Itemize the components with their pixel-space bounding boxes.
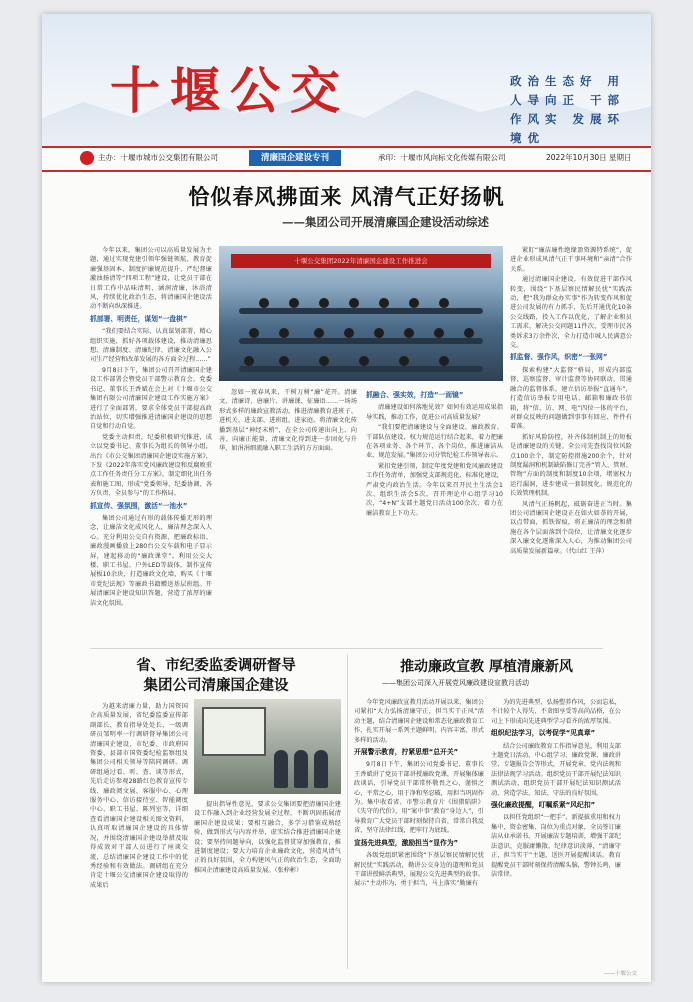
section-heading: 抓监督、强作风，织密“一张网”	[510, 353, 608, 362]
section-heading: 开展警示教育，拧紧思想“总开关”	[354, 748, 459, 757]
paragraph: 为越来清廉力量，助力国资国企高质量发展，省纪委监委宣传部副部长、教育指导处处长、一级调研员邹明率一行调研督导集团公司清廉国企建设，市纪委、市政府国资委、县部市国资委纪检监察组及集团公司相关领导等陪同调研。调研组通过看、听、查、谈等形式，先后走访参观28路红色教育宣传专线、廉政阅文展、客服中心、心理服务中心、信访接待室、智能调度中心、职工书屋、陈列室等，详细查看清廉国企建设相关图文资料，认真听取清廉国企建设的具体情况，并围绕清廉国企建设举措及取得成效对干部人员进行了座谈交流，总结清廉国企建设工作中的优秀经验和有效做法。调研组在充分肯定十堰公交清廉国企建设取得的成果后	[90, 703, 188, 889]
article3-column-1	[354, 698, 484, 964]
newspaper-title: 十堰公交	[110, 61, 350, 120]
paragraph: 忽如一夜春风来，干树万树“廉”花开。清廉文、清廉诗、唐廉片、讲廉课、征廉语……一场场形式多样的廉政宣教活动，推进清廉教育进班子、进机关、进支部、进班组，进家庭。将清廉文化传播到基层“神经末梢”，在全公司传递出向上、向善、向廉正能量，清廉文化得到进一步固化与升华，如涓涓细流融入职工生活的方方面面。	[219, 389, 357, 453]
article3-subtitle: ——集团公司深入开展党风廉政建设宣教月活动	[382, 679, 529, 687]
lead-column-4	[510, 246, 632, 636]
paragraph: 今年以来，集团公司以高质量发展为主题，通过实现党建引领年强链领航、教育促廉强基固本、制度护廉规范提升、严纪督廉激浊扬清等“四项工程”建设，让党员干部在日常工作中品味清明、涵润清廉，沐浴清风，持续优化政治生态，将清廉国企建设活动不断向纵深推进。	[90, 247, 212, 311]
issue-date: 2022年10月30日 星期日	[546, 153, 632, 162]
column-divider	[347, 654, 348, 969]
paragraph: 探索构建“大监督”格局，形成内部监督、巡察监督、审计监督等协同联动、贯通融合的监督体系。建立信访举报“直通车”，打造信访举报专用电话、邮箱和廉政书信箱，将“信、访、网、电”四位一体的平台，对群众反映的问题做到事事有回应、件件有着落。	[510, 366, 632, 431]
paragraph: 党委主动担责，纪委积极研究推进，成立以党委书记、董事长为组长的领导小组，出台《市公交集团清廉国企建设实施方案》，下发《2022年落实党风廉政建设和反腐败重点工作任务责任分工方案》，制定细化出任务表和施工图，形成“党委领导、纪委协调、各方负责、全员参与”的工作格局。	[90, 433, 212, 498]
lead-column-1	[90, 246, 212, 636]
paragraph: 清廉建设如何落地见效？如何有效运用成果指导实践，推动工作，促进公司高质量发展？	[366, 404, 503, 421]
paragraph: “我们要结合实际，认真谋划部署，精心组织实施，抓好各项载体建设，推动清廉思想、清廉制度、清廉纪律、清廉文化融入公司生产经营和改革发展的各方面全过程……”	[90, 328, 212, 364]
article2-column-2	[194, 800, 341, 962]
footer-mark: ——十堰公交	[603, 971, 637, 977]
section-heading: 抓部署、明责任，谋划“一盘棋”	[90, 314, 188, 323]
section-heading: 组织纪法学习，以考促学“见真章”	[491, 729, 596, 738]
paragraph: 为的先进典型，弘扬塑养作风，公而忘私，不计较个人得失、不贪图享受等高尚品格，在公司上下形成向先进典型学习看齐的浓厚氛围。	[491, 699, 621, 725]
paragraph: 集团公司通过有形的载体传播无形的理念，让廉洁文化成风化人，廉洁理念深入人心。充分利用公交自有资源，把廉政标语、廉政漫画播放上280台公交车载和电子显示屏，建起移动的“廉政课堂”。利用公交大楼、职工书屋、户外LED等载体，制作宣传展板10余块，打造廉政文化墙，购买《十堰市党纪法规》等廉政书籍赠送基层班组。开展清廉国企建设知识答题，营造了浓厚的廉洁文化氛围。	[90, 514, 212, 607]
paragraph: 9月8日下午，集团公司党委书记、董事长王香斌讲了党员干部讲授廉政党课，开展集体廉政谈话，引导党员干部常怀敬畏之心，谨慎之心，平常之心，用于净和坚忍破，用担当巩固作为。集中收看省、市警示教育片《围猎陷阱》《失守的代价》，用“案中事”教育“身边人”，引导教育广大党员干部时刻保持自省，常常自我反省，坚守法律红线，把牢行为底线。	[354, 761, 484, 835]
paragraph: 9月8日下午，集团公司召开清廉国企建设工作部署会暨党员干部警示教育会，党委书记、董事长王香斌在会上对《十堰市公交集团有限公司清廉国企建设工作实施方案》进行了全面部署，要求全体党员干部提高政治站位，切实增强推进清廉国企建设的思想自觉和行动自觉。	[90, 366, 212, 431]
paragraph: 抓好风险防控，补齐体制机制上的短板是清廉建设的关键。全公司先查找岗位风险点100余个，制定防控措施200余个，针对制度漏洞和机制缺陷修订完善“管人、管财、管物”方面的制度和制度10余项，堵塞权力运行漏洞，进步建成一套制度化、规范化的长效管理机制。	[510, 433, 632, 498]
newspaper-page	[42, 14, 651, 982]
special-issue-badge: 清廉国企建设专刊	[249, 150, 341, 166]
paragraph: 紧盯“廉洁廉性绝缘盈资源特系统”，促进企业形成风清气正干事环境和“亲清”合作关系。	[510, 247, 632, 273]
section-divider	[90, 648, 603, 649]
paragraph: 风清气正扬帆起，砥砺奋进正当时。集团公司清廉国企建设正在如火如荼的开展，以点带面，抓铁留痕，将正廉洁的理念和措施在各个层面落到个岗位，让清廉文化逐步深入廉文化逐渐深入人心，为推动集团公司高质量发展新篇章。（代山红 王萍）	[510, 500, 632, 555]
article2-column-1	[90, 702, 188, 962]
article2-title	[90, 656, 342, 696]
inspection-photo	[194, 699, 341, 794]
lead-column-3	[366, 388, 503, 636]
lead-headline: 恰似春风拂面来 风清气正好扬帆	[188, 184, 505, 209]
meeting-photo	[219, 246, 503, 381]
paragraph: “我们要把清廉建设与全面建设、廉政教育、干部队伍建设、权力规范运行结合起来，着力把廉在各项业务、各个环节、各个岗位，推进廉洁从业、规范发展。”集团公司分管纪检工作领导表示。	[366, 424, 503, 460]
section-heading: 强化廉政提醒，叮嘱系紧“风纪扣”	[491, 801, 596, 810]
masthead-slogan: 政治生态好 用人导向正 干部作风实 发展环境优	[510, 74, 626, 145]
paragraph: 提出指导性意见，要求公交集团要把清廉国企建设工作融入到企业经营发展全过程，不断巩固拓展清廉国企建设成果；要相互融合，多学习借鉴成熟经验，做到形式与内容并举，虚实结合推进清廉国企建设；要坚持问题导向，以强化监督贯穿加强教育，推进制度建设；要大力培育企业廉政文化，营造风清气正的良好氛围，全力构建风气正的政治生态，全面助推国企清廉建设高质量发展。（张梓彬）	[194, 801, 341, 874]
photo-banner: 十堰公交集团2022年清廉国企建设工作推进会	[231, 254, 491, 268]
header-bar	[42, 146, 651, 172]
article2-title-line1: 省、市纪委监委调研督导	[136, 657, 296, 674]
paragraph: 各级党组织紧密围绕“下基层察民情解民忧解民忧”实践活动，勤讲公交身边的道理和党员干部讲授鲜活典型，展现公交先进典型的故事。展示“主动作为，勇于担当，马上落实”勤廉有	[354, 852, 484, 888]
lead-column-2	[219, 388, 357, 636]
section-heading: 抓融合、强实效，打造“一面镜”	[366, 391, 464, 399]
paragraph: 今年党风廉政宣教月活动开展以来，集团公司紧扣“大力弘扬清廉守正，担当实干正风”活动主题，结合清廉国企建设和常态化廉政教育工作，扎实开展一系列主题鲜明、内容丰富、形式多样的活动。	[354, 699, 484, 744]
masthead	[42, 14, 651, 146]
article3-column-2	[491, 698, 621, 964]
paragraph: 结合公司廉政教育工作指导意见，利用支部主题党日活动、中心组学习、廉政党课、廉政讲堂、专题报告会等形式，开展党章、党内法规和法律法规学习活动。组织党员干部开展纪法知识测试活动，组织党员干部开展纪法知识测试活动，营造学法，知法、守法的良好氛围。	[491, 742, 621, 797]
bus-company-logo-icon	[80, 151, 94, 165]
paragraph: 通过清廉国企建设，有效促进干部作风转变，围绕“下基层察民情解民忧”实践活动，把“我为群众办实事”作为转变作风和促进公司发展的有力抓手，先后开通优化10条公交线路，投入工作以优化，了解企业和员工需求，解决公交问题11件次，受理市民各类诉求3万余件次，全力打造市城人民满意公交。	[510, 276, 632, 350]
article2-title-line2: 集团公司清廉国企建设	[143, 677, 289, 694]
paragraph: 以担任党组织“一把手”、新提拔重用和权力集中、资金密集、岗位为重点对象，全员签订廉洁从业承诺书，开展廉洁专题培训，增强干部纪法意识，克服庸懒散、纪律意识淡薄、“清廉守正，担当实干”主题，送医开展提醒谈话。教育提醒党员干部时刻保持清醒头脑，警钟长鸣，廉洁常律。	[491, 814, 621, 878]
printer-text: 承印：十堰市风向标文化传媒有限公司	[378, 153, 506, 162]
section-heading: 抓宣传、强氛围，激活“一池水”	[90, 501, 188, 510]
lead-subheadline: ——集团公司开展清廉国企建设活动综述	[282, 215, 489, 229]
article3-title: 推动廉政宣教 厚植清廉新风	[400, 659, 573, 675]
section-heading: 宣扬先进典型，激励担当“显作为”	[354, 838, 459, 847]
sponsor-text: 主办：十堰市城市公交集团有限公司	[98, 153, 218, 162]
paragraph: 紧扣党建引领，制定年度党建和党风廉政建设工作任务清单，加强党支部规范化、标准化建设，严肃党内政治生活。今年以来召开民主生活会1次、组织生活会5次，召开理论中心组学习10次，“4+N”支部主题党日活动100余次，着力在廉洁教育上下功夫。	[366, 462, 503, 517]
